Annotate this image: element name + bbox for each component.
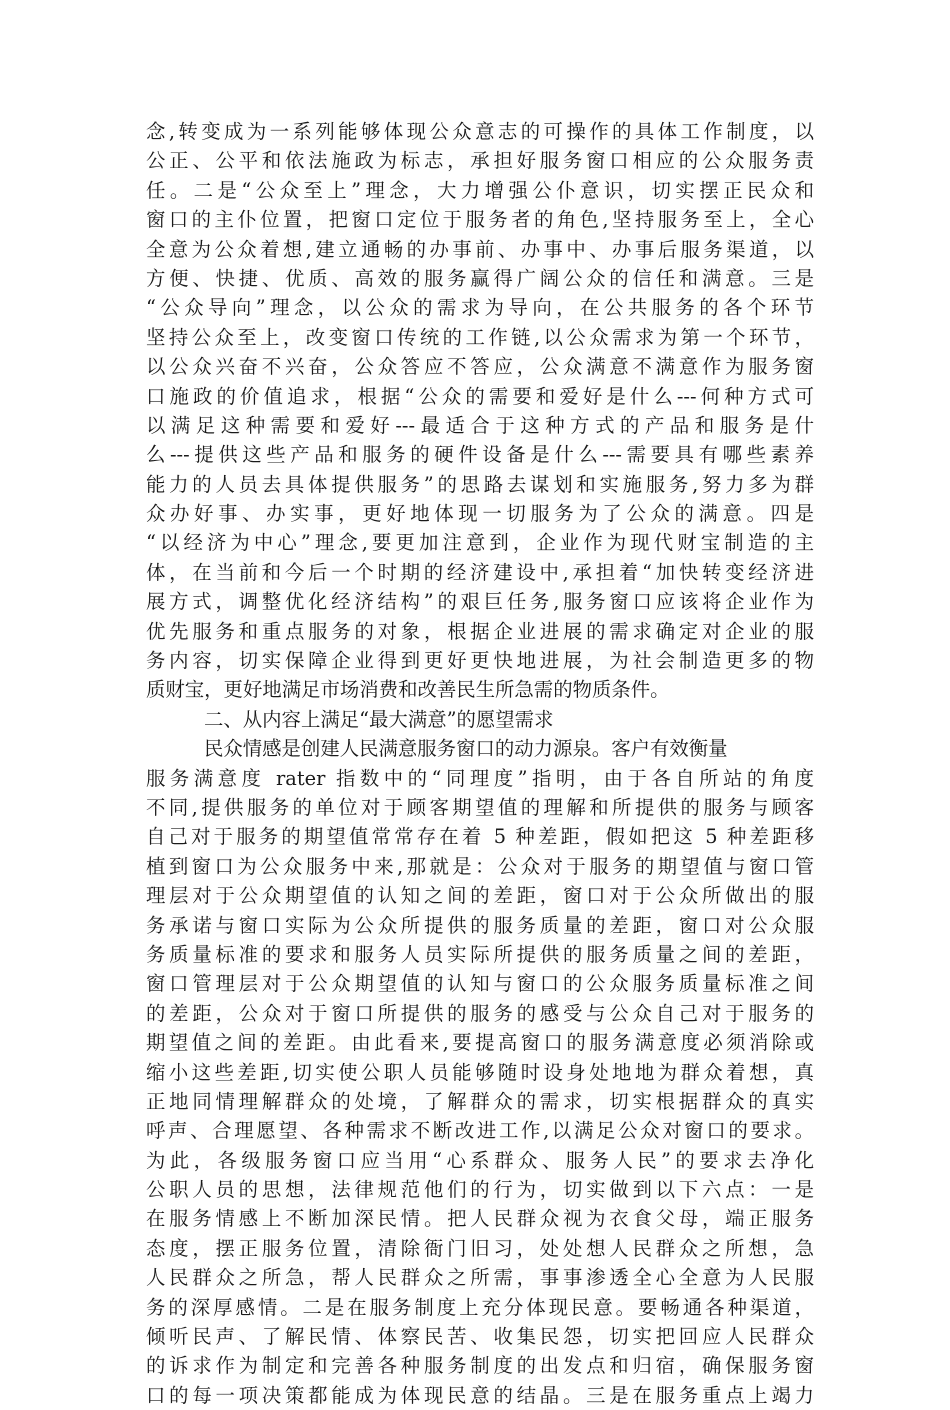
text-line: 人民群众之所急，帮人民群众之所需，事事渗透全心全意为人民服	[146, 1266, 814, 1290]
text-line: 倾听民声、了解民情、体察民苦、收集民怨，切实把回应人民群众	[146, 1325, 814, 1349]
text-line: 全意为公众着想,建立通畅的办事前、办事中、办事后服务渠道，以	[146, 237, 814, 261]
text-line: 公正、公平和依法施政为标志，承担好服务窗口相应的公众服务责	[146, 149, 814, 173]
text-line: 质财宝，更好地满足市场消费和改善民生所急需的物质条件。	[146, 678, 670, 702]
text-line: 呼声、合理愿望、各种需求不断改进工作,以满足公众对窗口的要求。	[146, 1119, 814, 1143]
text-line: “公众导向”理念，以公众的需求为导向，在公共服务的各个环节	[146, 296, 814, 320]
text-line: 口施政的价值追求，根据“公众的需要和爱好是什么---何种方式可	[146, 384, 814, 408]
text-line: 期望值之间的差距。由此看来,要提高窗口的服务满意度必须消除或	[146, 1031, 814, 1055]
text-line: 窗口的主仆位置，把窗口定位于服务者的角色,坚持服务至上，全心	[146, 208, 814, 232]
text-line: 为此，各级服务窗口应当用“心系群众、服务人民”的要求去净化	[146, 1148, 814, 1172]
text-line: 任。二是“公众至上”理念，大力增强公仆意识，切实摆正民众和	[146, 178, 814, 202]
text-line: 自己对于服务的期望值常常存在着 5 种差距，假如把这 5 种差距移	[146, 825, 814, 849]
text-line: 务的深厚感情。二是在服务制度上充分体现民意。要畅通各种渠道，	[146, 1295, 814, 1319]
text-line: 的差距，公众对于窗口所提供的服务的感受与公众自己对于服务的	[146, 1001, 814, 1025]
text-line: 务承诺与窗口实际为公众所提供的服务质量的差距，窗口对公众服	[146, 913, 814, 937]
text-line: 植到窗口为公众服务中来,那就是：公众对于服务的期望值与窗口管	[146, 854, 814, 878]
text-line: 展方式，调整优化经济结构”的艰巨任务,服务窗口应该将企业作为	[146, 590, 814, 614]
text-line: 缩小这些差距,切实使公职人员能够随时设身处地地为群众着想，真	[146, 1060, 814, 1084]
text-line: 服务满意度 rater 指数中的“同理度”指明，由于各自所站的角度	[146, 766, 814, 790]
text-line: 公职人员的思想，法律规范他们的行为，切实做到以下六点：一是	[146, 1178, 814, 1202]
text-line: 以满足这种需要和爱好---最适合于这种方式的产品和服务是什	[146, 413, 814, 437]
text-line: 念,转变成为一系列能够体现公众意志的可操作的具体工作制度，以	[146, 120, 814, 143]
text-line: 众办好事、办实事，更好地体现一切服务为了公众的满意。四是	[146, 502, 814, 526]
text-line: 么---提供这些产品和服务的硬件设备是什么---需要具有哪些素养	[146, 443, 814, 467]
section-heading: 二、从内容上满足“最大满意”的愿望需求	[204, 707, 554, 731]
text-line: 体，在当前和今后一个时期的经济建设中,承担着“加快转变经济进	[146, 560, 814, 584]
text-line: 以公众兴奋不兴奋，公众答应不答应，公众满意不满意作为服务窗	[146, 355, 814, 379]
text-line: 口的每一项决策都能成为体现民意的结晶。三是在服务重点上竭力	[146, 1383, 814, 1407]
text-line: 不同,提供服务的单位对于顾客期望值的理解和所提供的服务与顾客	[146, 795, 814, 819]
document-page	[146, 117, 814, 1410]
paragraph-continuation	[146, 117, 814, 705]
text-line: 民众情感是创建人民满意服务窗口的动力源泉。客户有效衡量	[204, 737, 728, 761]
text-line: 窗口管理层对于公众期望值的认知与窗口的公众服务质量标准之间	[146, 972, 814, 996]
text-line: 务质量标准的要求和服务人员实际所提供的服务质量之间的差距，	[146, 942, 814, 966]
text-line: 在服务情感上不断加深民情。把人民群众视为衣食父母，端正服务	[146, 1207, 814, 1231]
paragraph	[146, 734, 814, 1410]
text-line: 方便、快捷、优质、高效的服务赢得广阔公众的信任和满意。三是	[146, 266, 814, 290]
text-line: 坚持公众至上，改变窗口传统的工作链,以公众需求为第一个环节，	[146, 325, 814, 349]
text-line: 的诉求作为制定和完善各种服务制度的出发点和归宿，确保服务窗	[146, 1354, 814, 1378]
text-line: 态度，摆正服务位置，清除衙门旧习，处处想人民群众之所想，急	[146, 1236, 814, 1260]
text-line: 正地同情理解群众的处境，了解群众的需求，切实根据群众的真实	[146, 1089, 814, 1113]
text-line: 能力的人员去具体提供服务”的思路去谋划和实施服务,努力多为群	[146, 472, 814, 496]
text-line: “以经济为中心”理念,要更加注意到，企业作为现代财宝制造的主	[146, 531, 814, 555]
text-line: 优先服务和重点服务的对象，根据企业进展的需求确定对企业的服	[146, 619, 814, 643]
text-line: 务内容，切实保障企业得到更好更快地进展，为社会制造更多的物	[146, 649, 814, 673]
text-line: 理层对于公众期望值的认知之间的差距，窗口对于公众所做出的服	[146, 884, 814, 908]
